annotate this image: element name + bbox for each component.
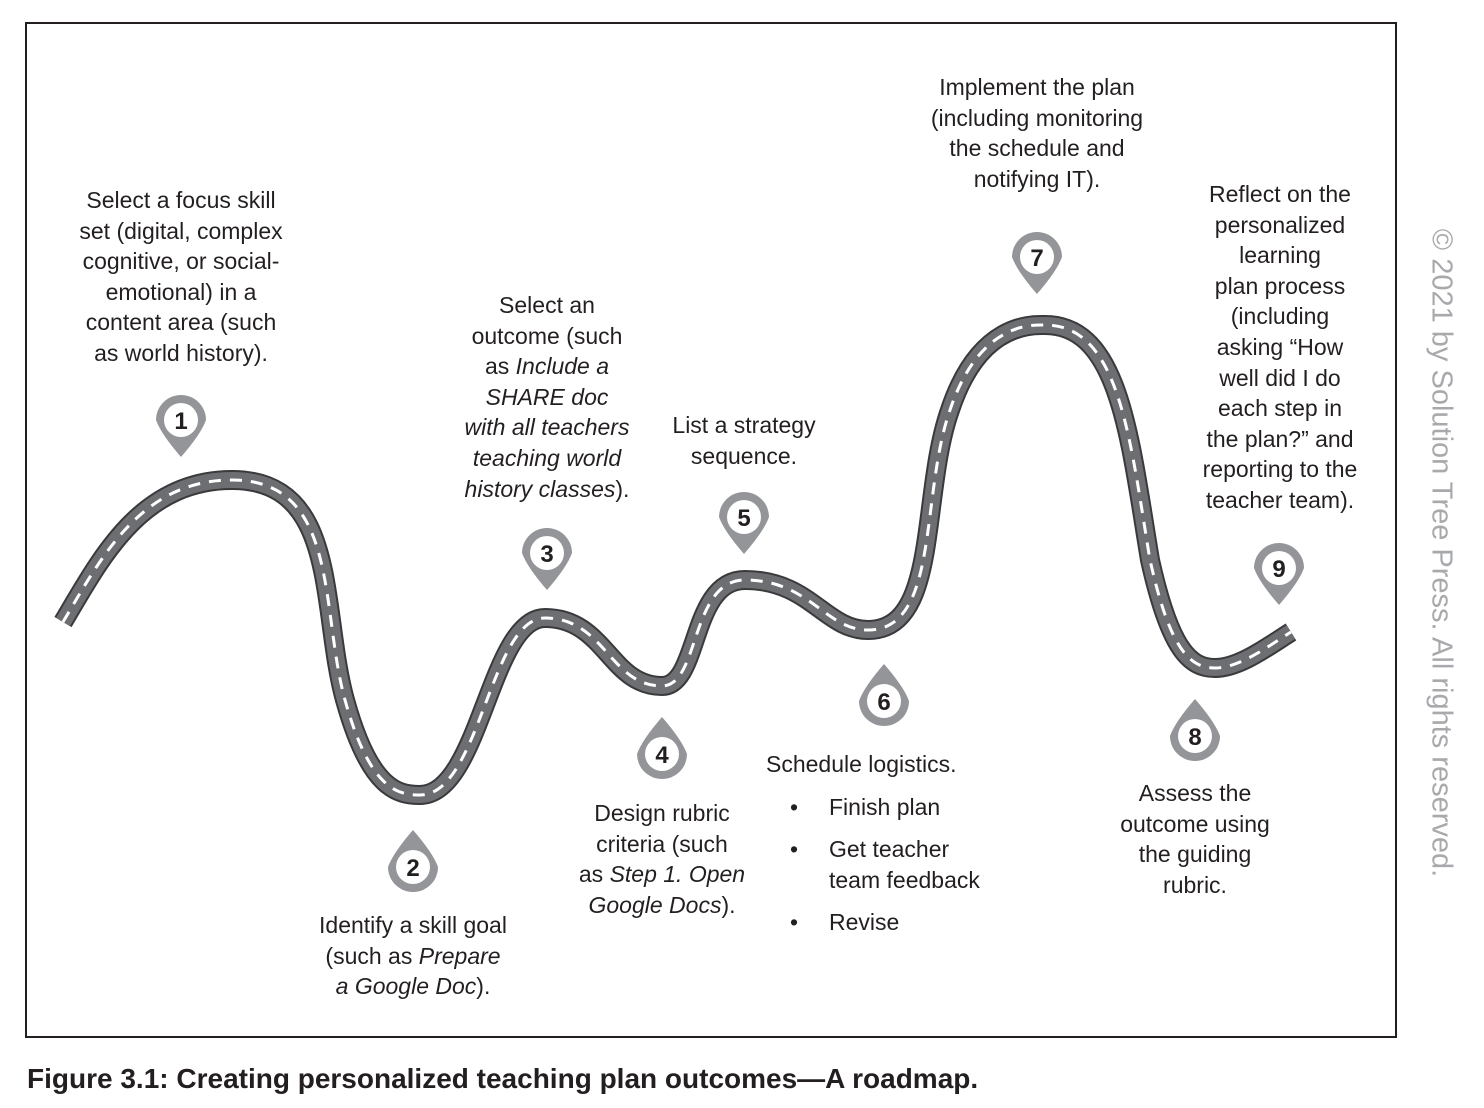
marker-9 — [1254, 543, 1304, 605]
marker-2-number: 2 — [406, 855, 420, 882]
step-9-line: teacher team). — [1205, 486, 1355, 513]
step-3-text — [436, 290, 658, 504]
marker-5 — [719, 492, 769, 554]
step-4-text — [552, 798, 772, 920]
marker-1-number: 1 — [174, 408, 188, 435]
copyright-notice: © 2021 by Solution Tree Press. All rights reserved. — [1425, 228, 1458, 878]
step-9-line: well did I do — [1219, 364, 1341, 391]
step-9-line: plan process — [1214, 272, 1346, 299]
step-8-line: outcome using — [1120, 810, 1270, 837]
step-3-line: SHARE doc — [485, 383, 609, 410]
step-7-text — [897, 72, 1177, 194]
marker-4 — [637, 717, 687, 779]
marker-5-number: 5 — [737, 505, 751, 532]
figure-label: Figure 3.1: — [27, 1063, 169, 1094]
step-1-line: as world history). — [94, 339, 268, 366]
marker-6 — [859, 664, 909, 726]
marker-3-number: 3 — [540, 541, 554, 568]
marker-2 — [388, 830, 438, 892]
step-9-line: reporting to the — [1202, 456, 1358, 483]
step-3-line: Select an — [499, 292, 595, 318]
step-4-line: Google Docs). — [588, 891, 736, 918]
marker-9-number: 9 — [1272, 556, 1286, 583]
step-4-line: Design rubric — [594, 800, 730, 826]
step-5-text — [649, 410, 839, 471]
step-4-line: criteria (such — [596, 830, 728, 857]
step-8-line: the guiding — [1138, 841, 1252, 868]
road-center-dashes — [63, 325, 1291, 795]
step-4-line: as Step 1. Open — [578, 861, 746, 888]
bullet-icon: • — [790, 793, 799, 820]
step-3-line: outcome (such — [471, 322, 623, 349]
step-5-line: List a strategy — [672, 412, 816, 438]
step-7-line: (including monitoring — [930, 104, 1144, 131]
step-9-line: each step in — [1217, 395, 1343, 422]
step-7-line: Implement the plan — [939, 74, 1135, 100]
step-6-text — [766, 749, 1026, 938]
step-7-line: notifying IT). — [973, 165, 1101, 192]
step-9-text — [1180, 179, 1380, 516]
step-6-bullet-list — [766, 792, 1026, 938]
step-8-text — [1090, 778, 1300, 900]
step-3-line: as Include a — [484, 353, 610, 380]
marker-3 — [522, 528, 572, 590]
road-edge — [63, 325, 1291, 795]
step-6-bullet-line: Revise — [829, 909, 900, 936]
step-9-line: the plan?” and — [1206, 425, 1354, 452]
step-3-line: with all teachers — [464, 414, 630, 441]
step-6-bullet-line: team feedback — [829, 866, 980, 893]
step-6-bullet-item — [766, 907, 1026, 938]
figure-title: Creating personalized teaching plan outcomes—A roadmap. — [168, 1063, 979, 1094]
marker-7 — [1012, 232, 1062, 294]
step-9-line: asking “How — [1216, 333, 1344, 360]
figure-caption — [27, 1063, 978, 1095]
step-9-line: learning — [1239, 242, 1321, 269]
step-2-text — [293, 910, 533, 1002]
step-6-intro: Schedule logistics. — [766, 751, 957, 777]
step-8-line: rubric. — [1163, 871, 1227, 898]
step-6-bullet-line: Finish plan — [829, 793, 941, 820]
step-2-line: a Google Doc). — [335, 973, 491, 1000]
marker-8 — [1170, 699, 1220, 761]
step-8-line: Assess the — [1138, 780, 1252, 806]
step-3-line: history classes). — [464, 475, 630, 502]
road-surface — [63, 325, 1291, 795]
step-3-line: teaching world — [472, 444, 622, 471]
step-9-line: personalized — [1214, 211, 1346, 238]
step-2-line: Identify a skill goal — [319, 912, 507, 938]
step-1-text — [61, 185, 301, 369]
step-1-line: cognitive, or social- — [82, 248, 280, 275]
step-7-line: the schedule and — [949, 135, 1125, 162]
step-5-line: sequence. — [690, 442, 798, 469]
step-9-line: (including — [1230, 303, 1330, 330]
step-1-line: emotional) in a — [105, 278, 257, 305]
bullet-icon: • — [790, 836, 799, 863]
step-6-bullet-item — [766, 792, 1026, 823]
step-1-line: Select a focus skill — [86, 187, 276, 213]
step-1-line: set (digital, complex — [79, 217, 283, 244]
bullet-icon: • — [790, 909, 799, 936]
marker-7-number: 7 — [1030, 245, 1044, 272]
step-2-line: (such as Prepare — [325, 942, 501, 969]
step-6-bullet-item — [766, 834, 1026, 895]
step-6-bullet-line: Get teacher — [829, 836, 950, 863]
marker-1 — [156, 395, 206, 457]
marker-4-number: 4 — [655, 742, 669, 769]
step-9-line: Reflect on the — [1209, 181, 1351, 207]
marker-8-number: 8 — [1188, 724, 1202, 751]
marker-6-number: 6 — [877, 689, 891, 716]
step-1-line: content area (such — [85, 309, 277, 336]
